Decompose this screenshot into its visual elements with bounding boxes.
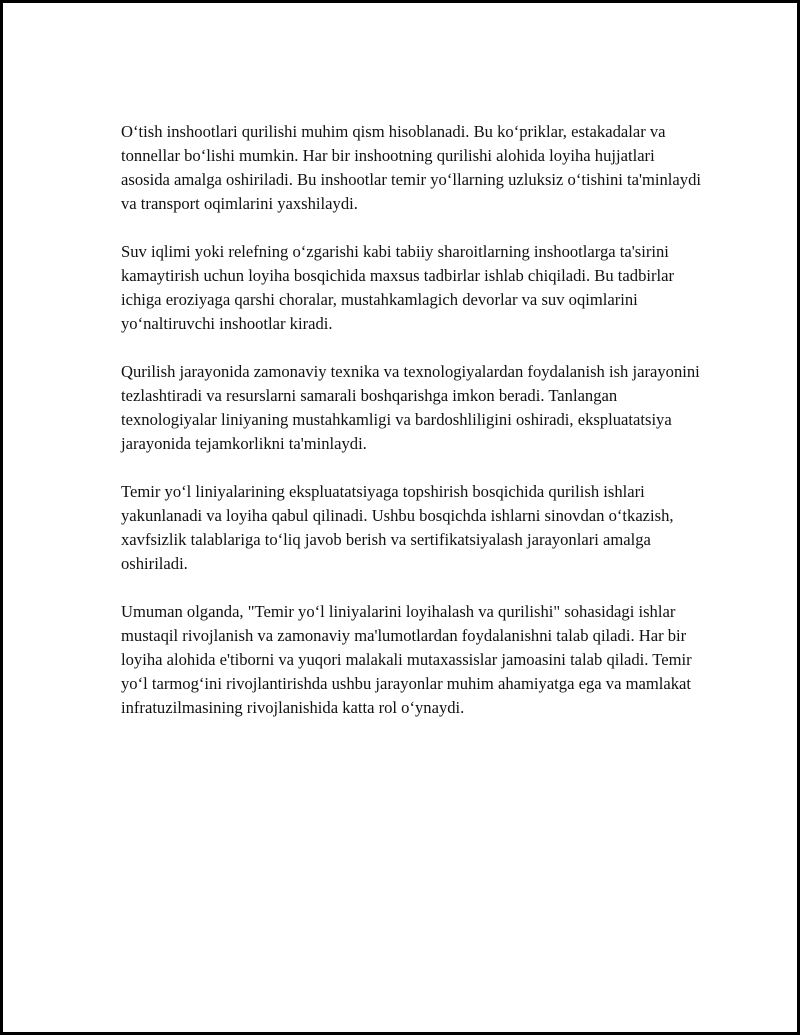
paragraph-conclusion: Umuman olganda, "Temir yo‘l liniyalarini loyihalash va qurilishi" sohasidagi ishlar mustaqil rivojlanish va zamonaviy ma'lumotlardan foydalanishni talab qiladi. Har bir loyiha alohida e'tiborni va yuqori malakali mutaxassislar jamoasini talab qiladi. Temir yo‘l tarmog‘ini rivojlantirishda ushbu jarayonlar muhim ahamiyatga ega va mamlakat infratuzilmasining rivojlanishida katta rol o‘ynaydi. (121, 602, 692, 717)
paragraph-modern-technology: Qurilish jarayonida zamonaviy texnika va texnologiyalardan foydalanish ish jarayonini tezlashtiradi va resurslarni samarali boshqarishga imkon beradi. Tanlangan texnologiyalar liniyaning mustahkamligi va bardoshliligini oshiradi, ekspluatatsiya jarayonida tejamkorlikni ta'minlaydi. (121, 362, 700, 453)
paragraph-crossing-structures: O‘tish inshootlari qurilishi muhim qism hisoblanadi. Bu ko‘priklar, estakadalar va tonnellar bo‘lishi mumkin. Har bir inshootning qurilishi alohida loyiha hujjatlari asosida amalga oshiriladi. Bu inshootlar temir yo‘llarning uzluksiz o‘tishini ta'minlaydi va transport oqimlarini yaxshilaydi. (121, 122, 701, 213)
paragraph-commissioning: Temir yo‘l liniyalarining ekspluatatsiyaga topshirish bosqichida qurilish ishlari yakunlanadi va loyiha qabul qilinadi. Ushbu bosqichda ishlarni sinovdan o‘tkazish, xavfsizlik talablariga to‘liq javob berish va sertifikatsiyalash jarayonlari amalga oshiriladi. (121, 482, 674, 573)
paragraph-natural-conditions: Suv iqlimi yoki relefning o‘zgarishi kabi tabiiy sharoitlarning inshootlarga ta'sirini kamaytirish uchun loyiha bosqichida maxsus tadbirlar ishlab chiqiladi. Bu tadbirlar ichiga eroziyaga qarshi choralar, mustahkamlagich devorlar va suv oqimlarini yo‘naltiruvchi inshootlar kiradi. (121, 242, 675, 333)
document-body (121, 120, 701, 744)
